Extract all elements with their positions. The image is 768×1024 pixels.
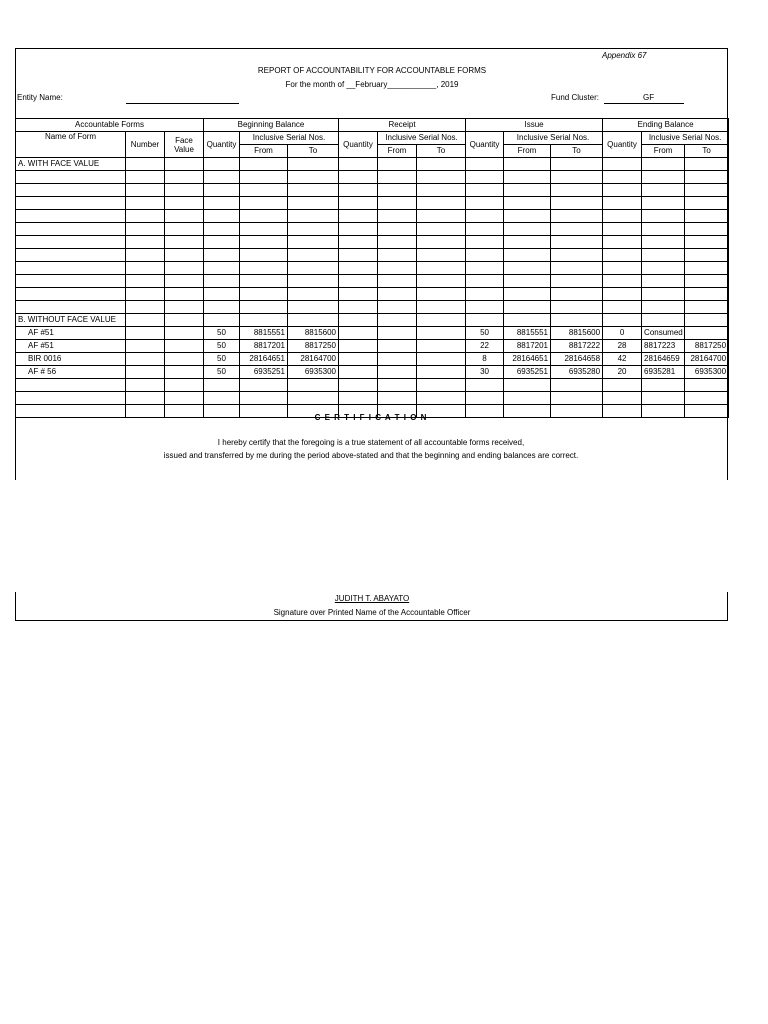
cell-is-qty: 50: [466, 327, 504, 340]
report-title: REPORT OF ACCOUNTABILITY FOR ACCOUNTABLE FORMS: [257, 66, 487, 75]
blank-row: [16, 210, 729, 223]
blank-row: [16, 249, 729, 262]
blank-row: [16, 236, 729, 249]
hdr-rc-from: From: [378, 145, 417, 158]
cell-is-from: 8817201: [504, 340, 551, 353]
certification-line-2: issued and transferred by me during the period above-stated and that the beginning and ending balances are correct.: [163, 451, 579, 460]
hdr-receipt: Receipt: [339, 119, 466, 132]
cell-is-from: 28164651: [504, 353, 551, 366]
blank-row: [16, 171, 729, 184]
section-a-label: A. WITH FACE VALUE: [16, 158, 126, 171]
hdr-face-value: Face Value: [165, 132, 204, 158]
blank-row: [16, 275, 729, 288]
cell-form: BIR 0016: [16, 353, 126, 366]
blank-row: [16, 288, 729, 301]
hdr-number: Number: [126, 132, 165, 158]
cell-eb-from: 8817223: [642, 340, 685, 353]
cell-bb-qty: 50: [204, 353, 240, 366]
cell-bb-from: 6935251: [240, 366, 288, 379]
section-a-body: [16, 158, 729, 314]
cell-bb-from: 8817201: [240, 340, 288, 353]
blank-row: [16, 197, 729, 210]
certification-line-1: I hereby certify that the foregoing is a true statement of all accountable forms received,: [217, 438, 525, 447]
hdr-eb-serial: Inclusive Serial Nos.: [642, 132, 729, 145]
entity-name-line: [126, 103, 239, 104]
hdr-name-of-form: Name of Form: [16, 132, 126, 158]
hdr-is-to: To: [551, 145, 603, 158]
cell-bb-to: 8815600: [288, 327, 339, 340]
fund-cluster-line: [604, 103, 684, 104]
hdr-is-serial: Inclusive Serial Nos.: [504, 132, 603, 145]
signature-bottom-border: [15, 620, 728, 621]
signature-caption: Signature over Printed Name of the Accountable Officer: [273, 608, 471, 617]
cell-eb-from: 6935281: [642, 366, 685, 379]
cell-form: AF #51: [16, 327, 126, 340]
entity-name-label: Entity Name:: [17, 93, 63, 102]
fund-cluster-value: GF: [643, 93, 655, 102]
cell-is-qty: 8: [466, 353, 504, 366]
hdr-bb-quantity: Quantity: [204, 132, 240, 158]
cell-bb-to: 6935300: [288, 366, 339, 379]
cell-bb-to: 8817250: [288, 340, 339, 353]
table-row: [16, 340, 729, 353]
hdr-ending-balance: Ending Balance: [603, 119, 729, 132]
fund-cluster-label: Fund Cluster:: [551, 93, 600, 102]
certification-heading: C E R T I F I C A T I O N: [314, 413, 428, 422]
hdr-rc-to: To: [417, 145, 466, 158]
cell-eb-to: 28164700: [685, 353, 729, 366]
hdr-beginning-balance: Beginning Balance: [204, 119, 339, 132]
cell-eb-to: 8817250: [685, 340, 729, 353]
cell-is-from: 8815551: [504, 327, 551, 340]
officer-name: JUDITH T. ABAYATO: [334, 594, 410, 603]
section-b-row: [16, 314, 729, 327]
hdr-rc-quantity: Quantity: [339, 132, 378, 158]
hdr-bb-serial: Inclusive Serial Nos.: [240, 132, 339, 145]
cell-is-qty: 30: [466, 366, 504, 379]
cell-eb-qty: 28: [603, 340, 642, 353]
group-header-row: [16, 119, 729, 132]
cell-eb-qty: 42: [603, 353, 642, 366]
cell-is-qty: 22: [466, 340, 504, 353]
hdr-is-quantity: Quantity: [466, 132, 504, 158]
table-row: [16, 353, 729, 366]
hdr-is-from: From: [504, 145, 551, 158]
hdr-bb-to: To: [288, 145, 339, 158]
cell-is-to: 8817222: [551, 340, 603, 353]
section-b-body: [16, 314, 729, 418]
blank-row: [16, 379, 729, 392]
accountability-table: [15, 118, 729, 418]
hdr-accountable-forms: Accountable Forms: [16, 119, 204, 132]
hdr-eb-quantity: Quantity: [603, 132, 642, 158]
cell-is-to: 6935280: [551, 366, 603, 379]
blank-row: [16, 184, 729, 197]
cell-eb-to: [685, 327, 729, 340]
section-b-label: B. WITHOUT FACE VALUE: [16, 314, 126, 327]
blank-row: [16, 392, 729, 405]
appendix-label: Appendix 67: [602, 51, 647, 60]
hdr-eb-from: From: [642, 145, 685, 158]
cell-eb-qty: 20: [603, 366, 642, 379]
cell-bb-qty: 50: [204, 366, 240, 379]
cell-bb-qty: 50: [204, 340, 240, 353]
blank-row: [16, 301, 729, 314]
table-row: [16, 327, 729, 340]
cell-bb-from: 8815551: [240, 327, 288, 340]
cell-bb-from: 28164651: [240, 353, 288, 366]
blank-row: [16, 223, 729, 236]
cell-is-from: 6935251: [504, 366, 551, 379]
hdr-rc-serial: Inclusive Serial Nos.: [378, 132, 466, 145]
cell-form: AF #51: [16, 340, 126, 353]
blank-row: [16, 262, 729, 275]
cell-eb-qty: 0: [603, 327, 642, 340]
hdr-issue: Issue: [466, 119, 603, 132]
cell-is-to: 28164658: [551, 353, 603, 366]
table-row: [16, 366, 729, 379]
section-a-row: [16, 158, 729, 171]
cell-bb-qty: 50: [204, 327, 240, 340]
report-month: For the month of __February___________, 2019: [285, 80, 459, 89]
cell-eb-from: Consumed: [642, 327, 685, 340]
cell-bb-to: 28164700: [288, 353, 339, 366]
certification-block: [15, 412, 727, 460]
hdr-eb-to: To: [685, 145, 729, 158]
cell-eb-from: 28164659: [642, 353, 685, 366]
sheet-top-border: [15, 48, 728, 49]
cell-is-to: 8815600: [551, 327, 603, 340]
cell-form: AF # 56: [16, 366, 126, 379]
hdr-bb-from: From: [240, 145, 288, 158]
sub-header-row: [16, 132, 729, 145]
cell-eb-to: 6935300: [685, 366, 729, 379]
